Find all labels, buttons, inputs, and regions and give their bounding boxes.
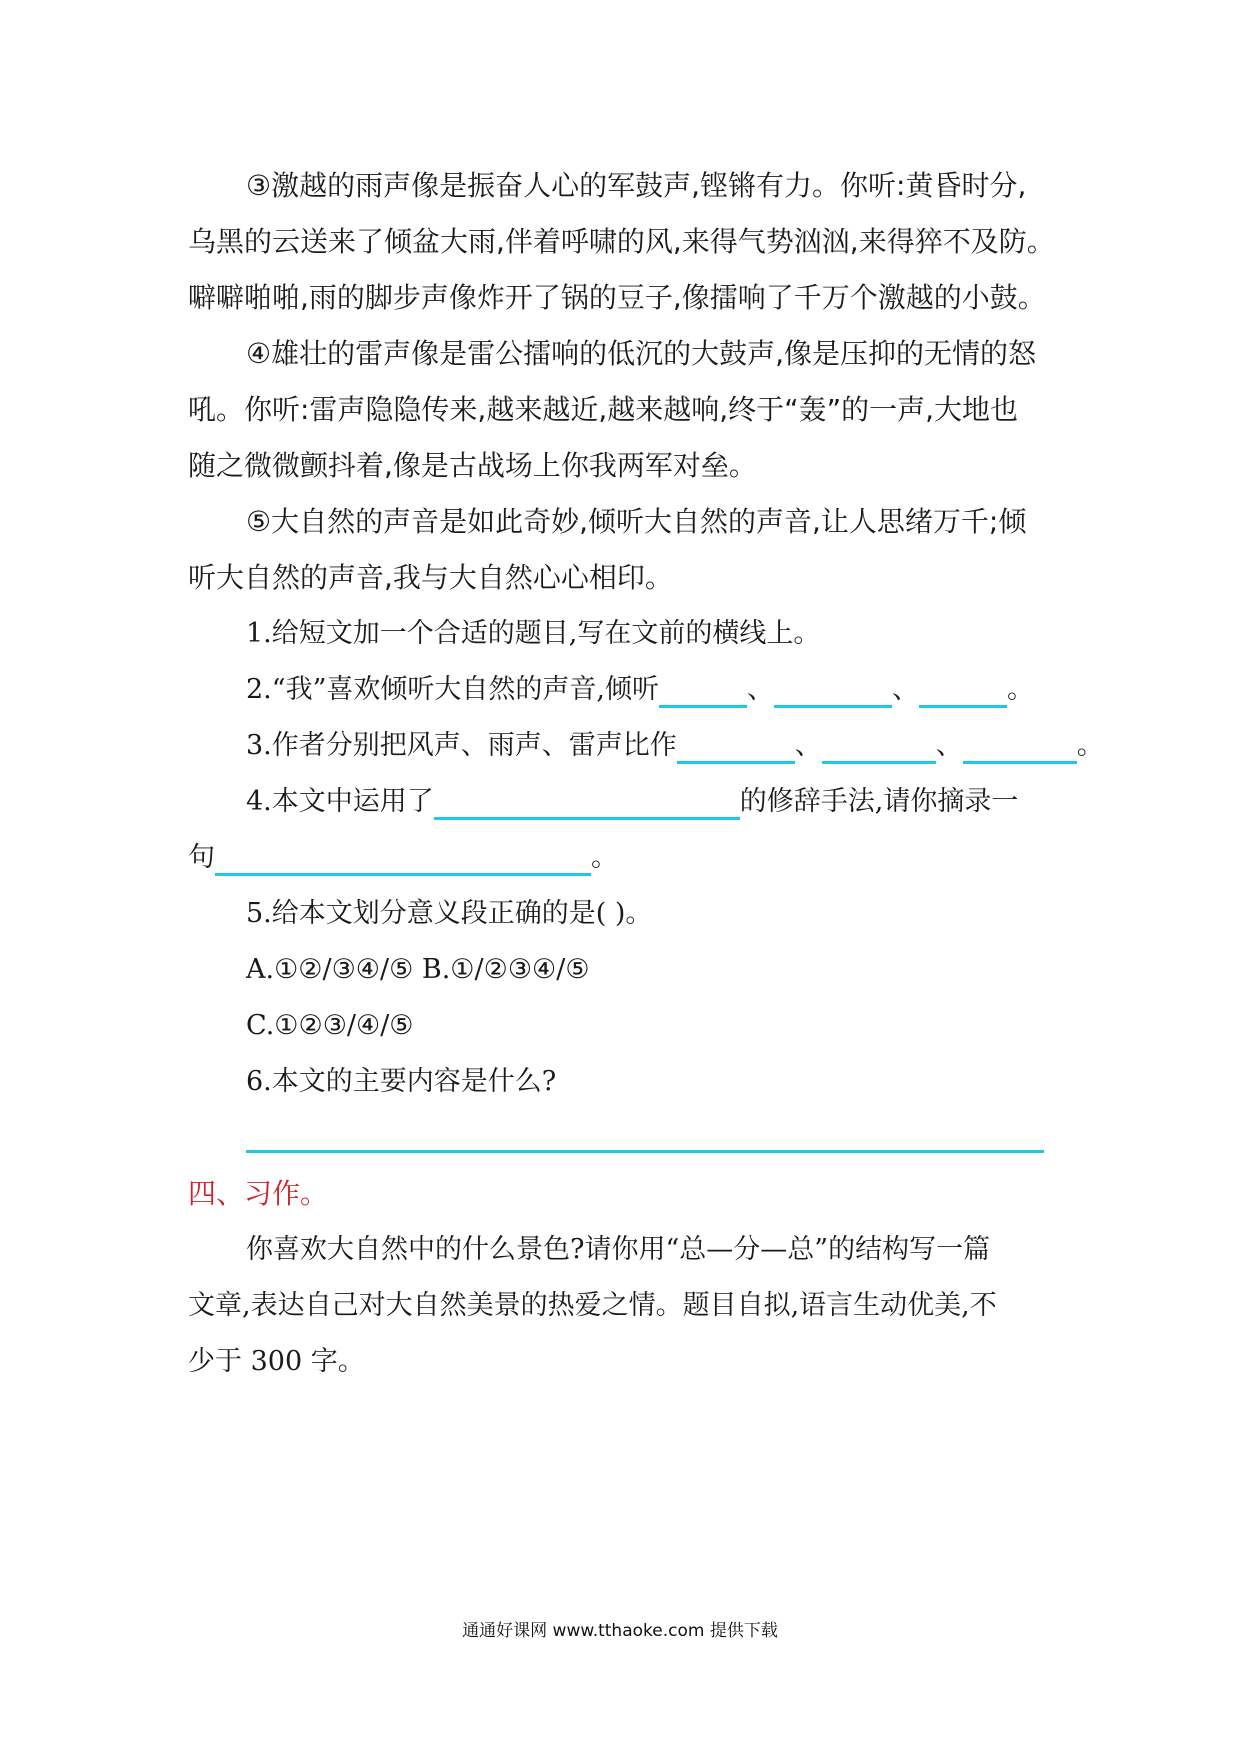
separator: 、 — [746, 674, 774, 705]
separator: 、 — [935, 730, 963, 761]
question-4-text-l2: 句 — [188, 842, 215, 873]
answer-blank[interactable] — [919, 679, 1007, 708]
question-2 — [246, 672, 1146, 708]
question-5-options-ab: A.①②/③④/⑤ B.①/②③④/⑤ — [246, 954, 590, 985]
section-4-heading: 四、习作。 — [188, 1177, 329, 1210]
section-4-line3: 少于 300 字。 — [188, 1346, 365, 1377]
passage-p3-line2: 乌黑的云送来了倾盆大雨,伴着呼啸的风,来得气势汹汹,来得猝不及防。 — [188, 225, 1055, 258]
section-4-line1: 你喜欢大自然中的什么景色?请你用“总—分—总”的结构写一篇 — [246, 1234, 991, 1265]
question-3 — [246, 728, 1146, 764]
question-4-line2 — [188, 840, 1088, 876]
answer-blank[interactable] — [774, 679, 892, 708]
passage-p3-line3: 噼噼啪啪,雨的脚步声像炸开了锅的豆子,像擂响了千万个激越的小鼓。 — [188, 281, 1046, 314]
passage-p5-line1: ⑤大自然的声音是如此奇妙,倾听大自然的声音,让人思绪万千;倾 — [246, 505, 1027, 538]
answer-blank[interactable] — [963, 735, 1077, 764]
passage-p3-line1: ③激越的雨声像是振奋人心的军鼓声,铿锵有力。你听:黄昏时分, — [246, 169, 1027, 202]
answer-blank[interactable] — [822, 735, 936, 764]
answer-blank[interactable] — [434, 791, 740, 820]
footer-source: 通通好课网 www.tthaoke.com 提供下载 — [462, 1621, 778, 1641]
question-6: 6.本文的主要内容是什么? — [246, 1066, 557, 1097]
separator: 、 — [794, 730, 822, 761]
question-2-text: 2.“我”喜欢倾听大自然的声音,倾听 — [246, 674, 659, 705]
passage-p5-line2: 听大自然的声音,我与大自然心心相印。 — [188, 561, 673, 594]
answer-line-q6[interactable] — [246, 1150, 1044, 1153]
question-4-line1 — [246, 784, 1146, 820]
question-3-text: 3.作者分别把风声、雨声、雷声比作 — [246, 730, 677, 761]
question-4-text: 4.本文中运用了 — [246, 786, 434, 817]
answer-blank[interactable] — [677, 735, 795, 764]
passage-p4-line3: 随之微微颤抖着,像是古战场上你我两军对垒。 — [188, 449, 757, 482]
period: 。 — [591, 842, 618, 873]
period: 。 — [1076, 730, 1104, 761]
passage-p4-line2: 吼。你听:雷声隐隐传来,越来越近,越来越响,终于“轰”的一声,大地也 — [188, 393, 1019, 426]
passage-p4-line1: ④雄壮的雷声像是雷公擂响的低沉的大鼓声,像是压抑的无情的怒 — [246, 337, 1037, 370]
separator: 、 — [891, 674, 919, 705]
section-4-line2: 文章,表达自己对大自然美景的热爱之情。题目自拟,语言生动优美,不 — [188, 1290, 997, 1321]
question-5: 5.给本文划分意义段正确的是( )。 — [246, 898, 653, 929]
answer-blank[interactable] — [215, 847, 591, 876]
question-5-option-c: C.①②③/④/⑤ — [246, 1010, 414, 1041]
question-1: 1.给短文加一个合适的题目,写在文前的横线上。 — [246, 618, 821, 649]
period: 。 — [1006, 674, 1034, 705]
answer-blank[interactable] — [659, 679, 747, 708]
question-4-text-cont: 的修辞手法,请你摘录一 — [739, 786, 1019, 817]
